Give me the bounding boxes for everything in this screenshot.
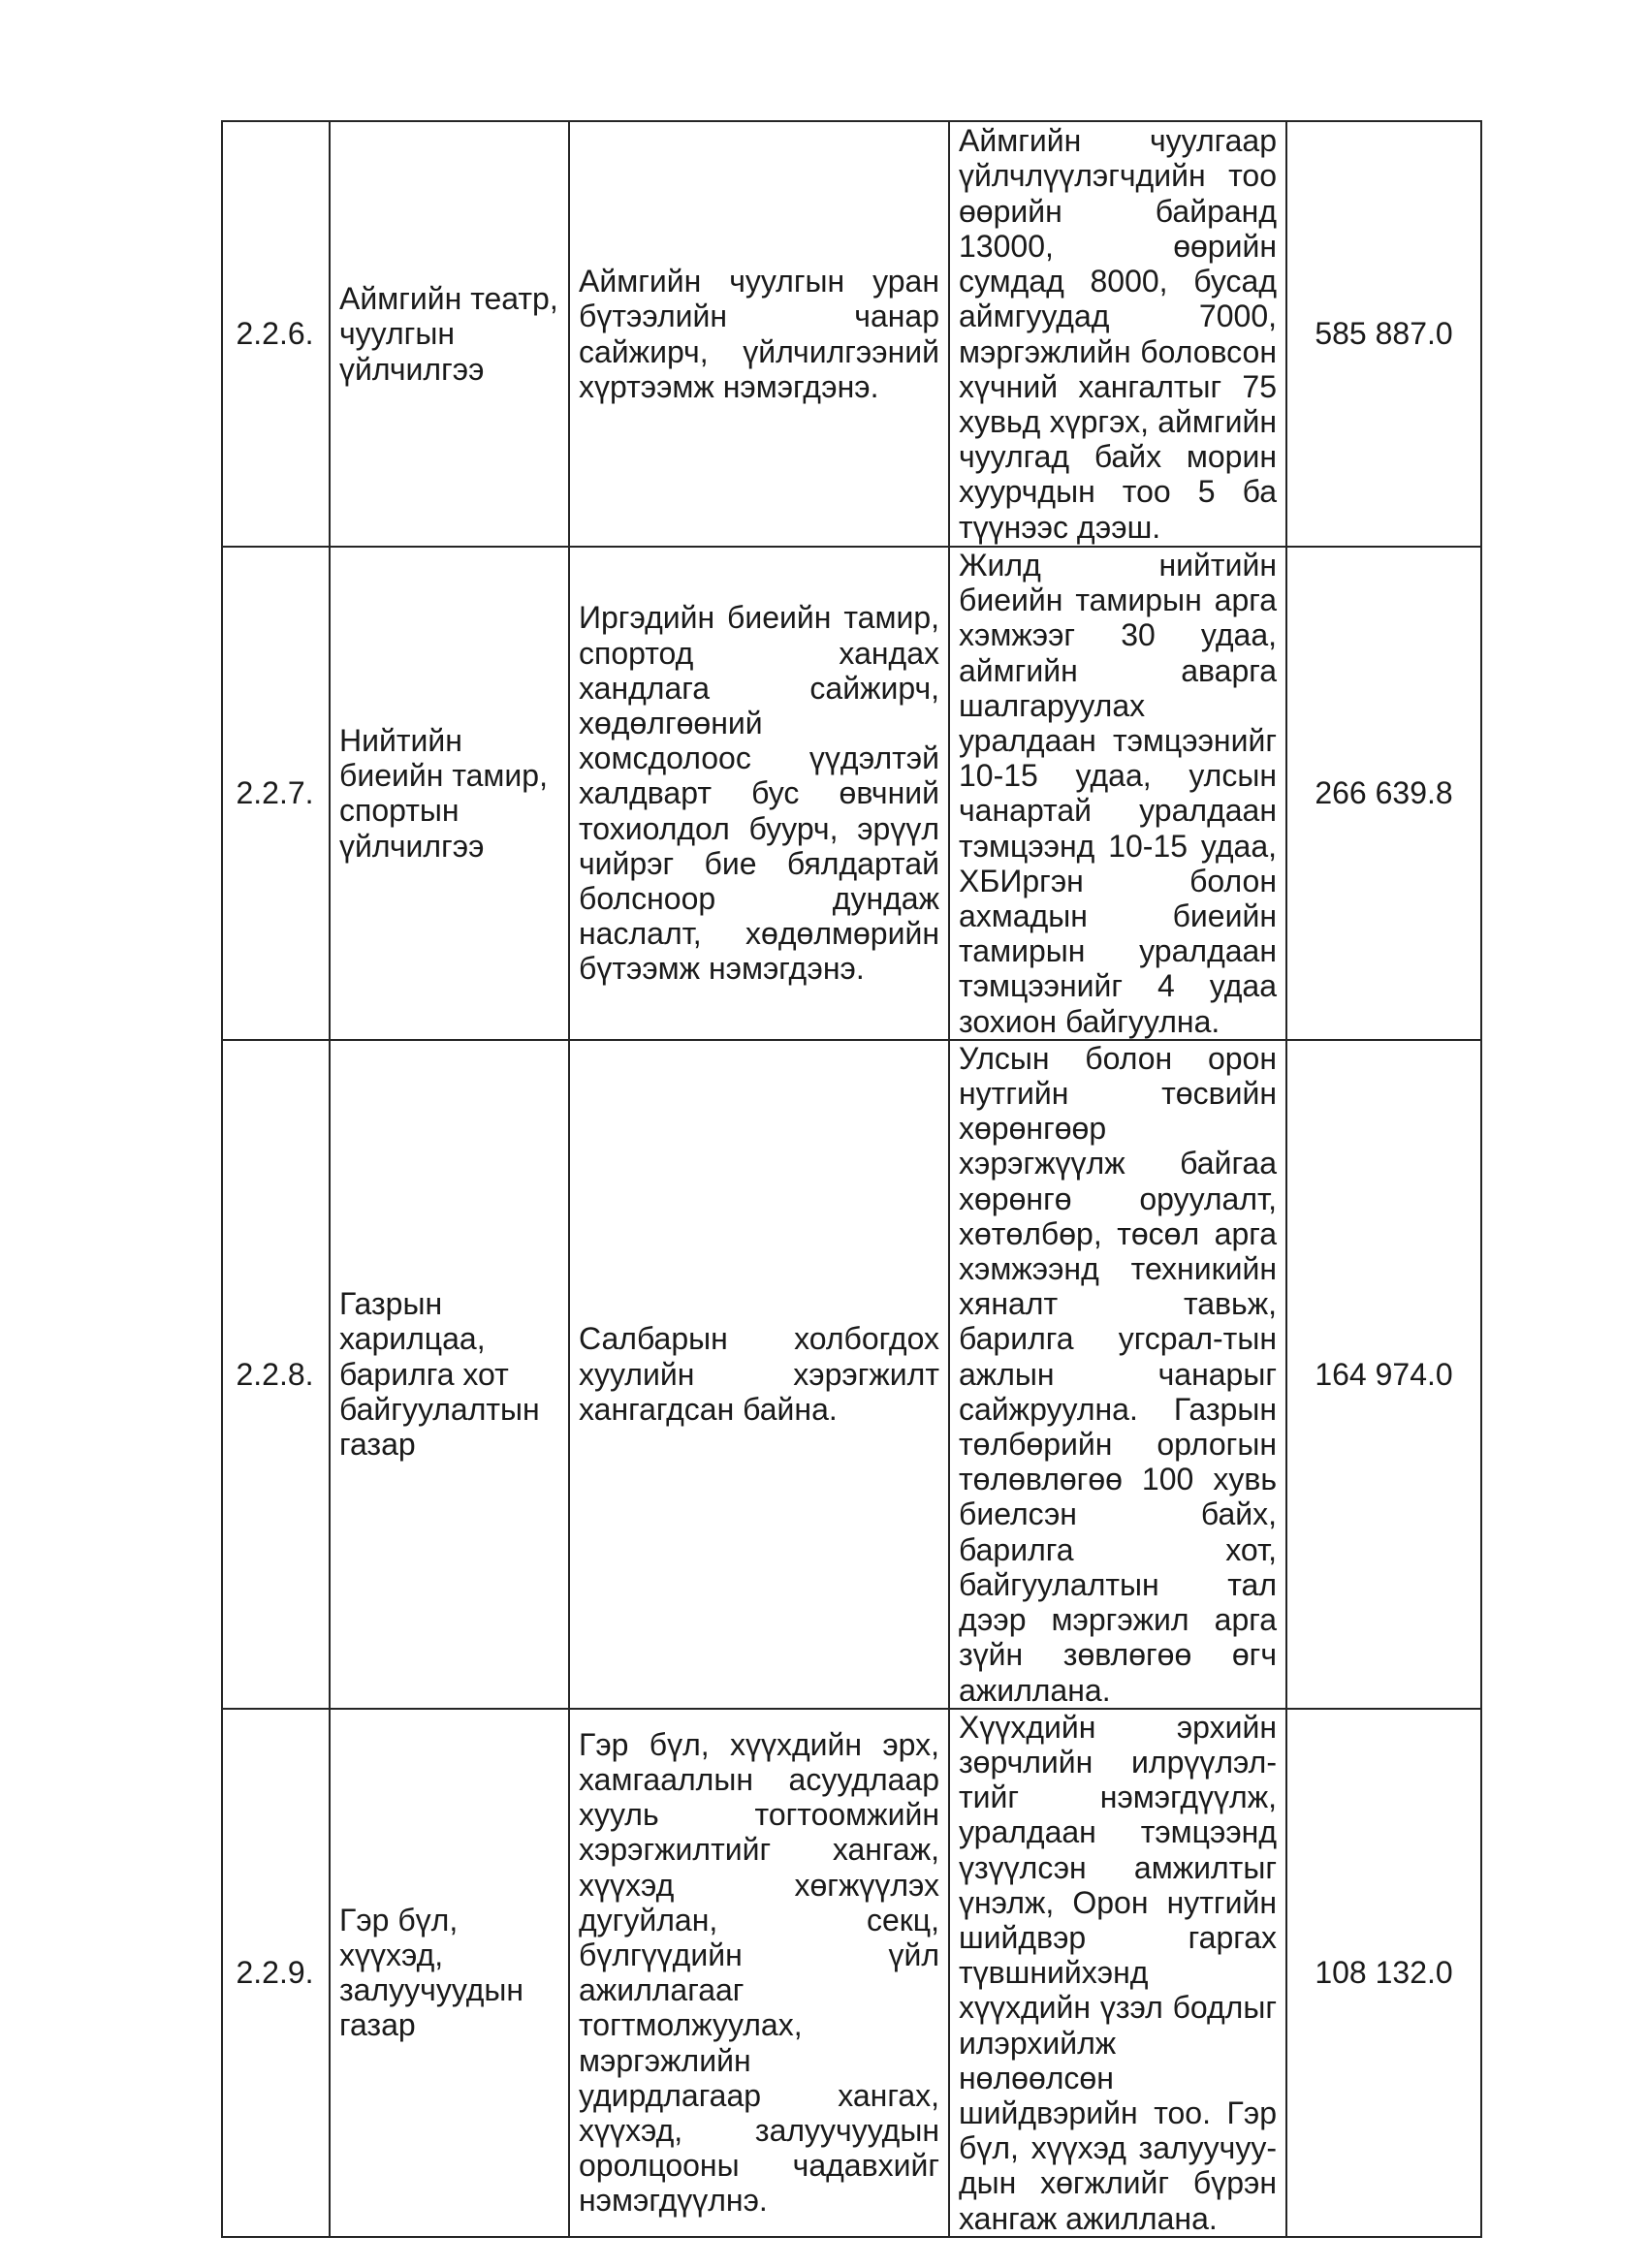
expected-result-cell xyxy=(569,1709,949,2237)
table-row xyxy=(222,547,1481,1040)
table-row xyxy=(222,1709,1481,2237)
program-budget-table xyxy=(221,120,1482,2238)
program-name-cell xyxy=(330,547,569,1040)
item-code-cell xyxy=(222,121,330,547)
budget-cell xyxy=(1286,547,1481,1040)
expected-result: Салбарын холбогдох хуулийн хэрэгжилт хангагдсан байна. xyxy=(579,1321,939,1427)
program-name: Аймгийн театр, чуулгын үйлчилгээ xyxy=(339,281,558,387)
performance-indicator: Хүүхдийн эрхийн зөрчлийн илрүүлэл-тийг нэмэгдүүлж, уралдаан тэмцээнд үзүүлсэн амжилтыг үнэлж, Орон нутгийн шийдвэр гаргах түвшнийхэнд хүүхдийн үзэл бодлыг илэрхийлж нөлөөлсөн шийдвэрийн тоо. Гэр бүл, хүүхэд залуучуу-дын хөгжлийг бүрэн хангаж ажиллана. xyxy=(959,1709,1277,2236)
budget-amount: 585 887.0 xyxy=(1315,316,1453,352)
item-code: 2.2.7. xyxy=(236,775,314,811)
item-code: 2.2.6. xyxy=(236,316,314,352)
expected-result: Иргэдийн биеийн тамир, спортод хандах хандлага сайжирч, хөдөлгөөний хомсдолоос үүдэлтэй халдварт бус өвчний тохиолдол буурч, эрүүл чийрэг бие бялдартай болсноор дундаж наслалт, хөдөлмөрийн бүтээмж нэмэгдэнэ. xyxy=(579,600,939,987)
program-name: Нийтийн биеийн тамир, спортын үйлчилгээ xyxy=(339,723,548,864)
indicator-cell xyxy=(949,121,1286,547)
program-name-cell xyxy=(330,121,569,547)
program-name-cell xyxy=(330,1709,569,2237)
item-code-cell xyxy=(222,1040,330,1709)
indicator-cell xyxy=(949,547,1286,1040)
item-code-cell xyxy=(222,1709,330,2237)
performance-indicator: Аймгийн чуулгаар үйлчлүүлэгчдийн тоо өөрийн байранд 13000, өөрийн сумдад 8000, бусад аймгуудад 7000, мэргэжлийн боловсон хүчний хангалтыг 75 хувьд хүргэх, аймгийн чуулгад байх морин хуурчдын тоо 5 ба түүнээс дээш. xyxy=(959,123,1277,545)
table-row xyxy=(222,121,1481,547)
item-code: 2.2.8. xyxy=(236,1356,314,1392)
expected-result: Гэр бүл, хүүхдийн эрх, хамгааллын асуудлаар хууль тогтоомжийн хэрэгжилтийг хангаж, хүүхэд хөгжүүлэх дугуйлан, секц, бүлгүүдийн үйл ажиллагааг тогтмолжуулах, мэргэжлийн удирдлагаар хангах, хүүхэд, залуучуудын оролцооны чадавхийг нэмэгдүүлнэ. xyxy=(579,1726,939,2219)
program-name: Газрын харилцаа, барилга хот байгуулалтын газар xyxy=(339,1286,540,1463)
budget-cell xyxy=(1286,1040,1481,1709)
table-row xyxy=(222,1040,1481,1709)
performance-indicator: Улсын болон орон нутгийн төсвийн хөрөнгөөр хэрэгжүүлж байгаа хөрөнгө оруулалт, хөтөлбөр, төсөл арга хэмжээнд техникийн хяналт тавьж, барилга угсрал-тын ажлын чанарыг сайжруулна. Газрын төлбөрийн орлогын төлөвлөгөө 100 хувь биелсэн байх, барилга хот, байгуулалтын тал дээр мэргэжил арга зүйн зөвлөгөө өгч ажиллана. xyxy=(959,1040,1277,1708)
indicator-cell xyxy=(949,1709,1286,2237)
budget-amount: 164 974.0 xyxy=(1315,1356,1453,1392)
program-name-cell xyxy=(330,1040,569,1709)
expected-result: Аймгийн чуулгын уран бүтээлийн чанар сайжирч, үйлчилгээний хүртээмж нэмэгдэнэ. xyxy=(579,264,939,404)
expected-result-cell xyxy=(569,1040,949,1709)
expected-result-cell xyxy=(569,547,949,1040)
item-code: 2.2.9. xyxy=(236,1955,314,1991)
budget-cell xyxy=(1286,121,1481,547)
budget-amount: 108 132.0 xyxy=(1315,1955,1453,1991)
indicator-cell xyxy=(949,1040,1286,1709)
program-name: Гэр бүл, хүүхэд, залуучуудын газар xyxy=(339,1902,524,2043)
budget-cell xyxy=(1286,1709,1481,2237)
performance-indicator: Жилд нийтийн биеийн тамирын арга хэмжээг 30 удаа, аймгийн аварга шалгаруулах уралдаан тэмцээнийг 10-15 удаа, улсын чанартай уралдаан тэмцээнд 10-15 удаа, ХБИргэн болон ахмадын биеийн тамирын уралдаан тэмцээнийг 4 удаа зохион байгуулна. xyxy=(959,548,1277,1039)
item-code-cell xyxy=(222,547,330,1040)
expected-result-cell xyxy=(569,121,949,547)
budget-amount: 266 639.8 xyxy=(1315,775,1453,811)
